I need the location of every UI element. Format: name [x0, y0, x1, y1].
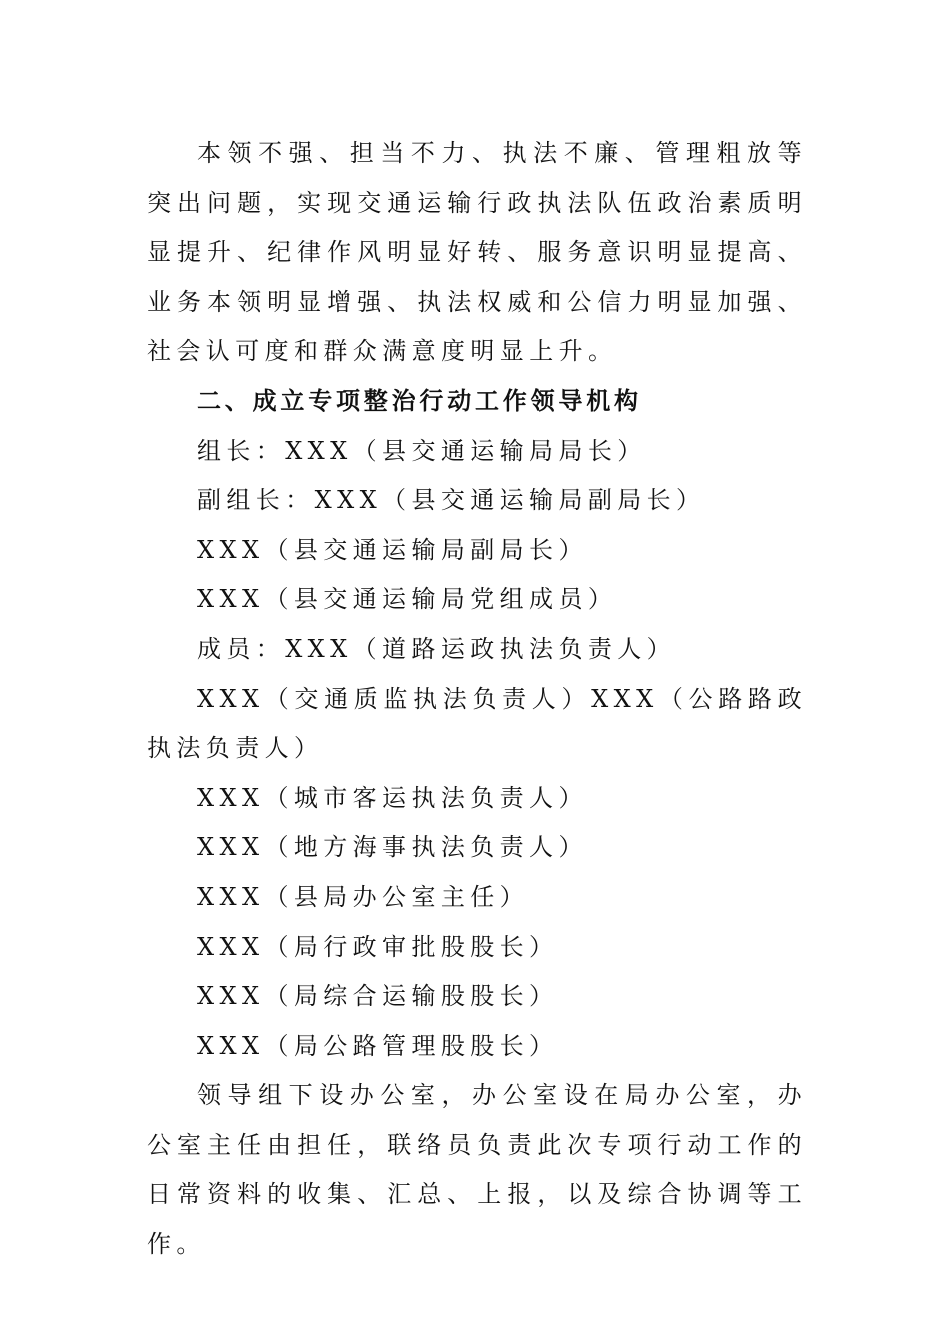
- member-line-party-member: XXX（县交通运输局党组成员）: [197, 585, 618, 614]
- member-line-deputy-leader: 副组长：XXX（县交通运输局副局长）: [197, 486, 706, 515]
- member-line-leader: 组长：XXX（县交通运输局局长）: [197, 436, 647, 465]
- closing-paragraph: 领导组下设办公室，办公室设在局办公室，办公室主任由担任，联络员负责此次专项行动工作的日常资料的收集、汇总、上报，以及综合协调等工作。: [147, 1081, 807, 1259]
- intro-paragraph: 本领不强、担当不力、执法不廉、管理粗放等突出问题，实现交通运输行政执法队伍政治素质明显提升、纪律作风明显好转、服务意识明显提高、业务本领明显增强、执法权威和公信力明显加强、社会认可度和群众满意度明显上升。: [147, 139, 807, 366]
- member-line-office-director: XXX（县局办公室主任）: [197, 882, 530, 911]
- member-line-members: 成员：XXX（道路运政执法负责人）: [197, 634, 677, 663]
- section-heading: 二、成立专项整治行动工作领导机构: [197, 386, 642, 415]
- document-body: [147, 129, 807, 1270]
- member-line-admin-approval: XXX（局行政审批股股长）: [197, 932, 559, 961]
- member-line-quality-roadadmin: XXX（交通质监执法负责人）XXX（公路路政执法负责人）: [147, 684, 807, 763]
- member-line-maritime: XXX（地方海事执法负责人）: [197, 833, 588, 862]
- member-line-deputy-2: XXX（县交通运输局副局长）: [197, 535, 588, 564]
- member-line-city-transit: XXX（城市客运执法负责人）: [197, 783, 588, 812]
- member-line-highway: XXX（局公路管理股股长）: [197, 1031, 559, 1060]
- member-line-transport: XXX（局综合运输股股长）: [197, 982, 559, 1011]
